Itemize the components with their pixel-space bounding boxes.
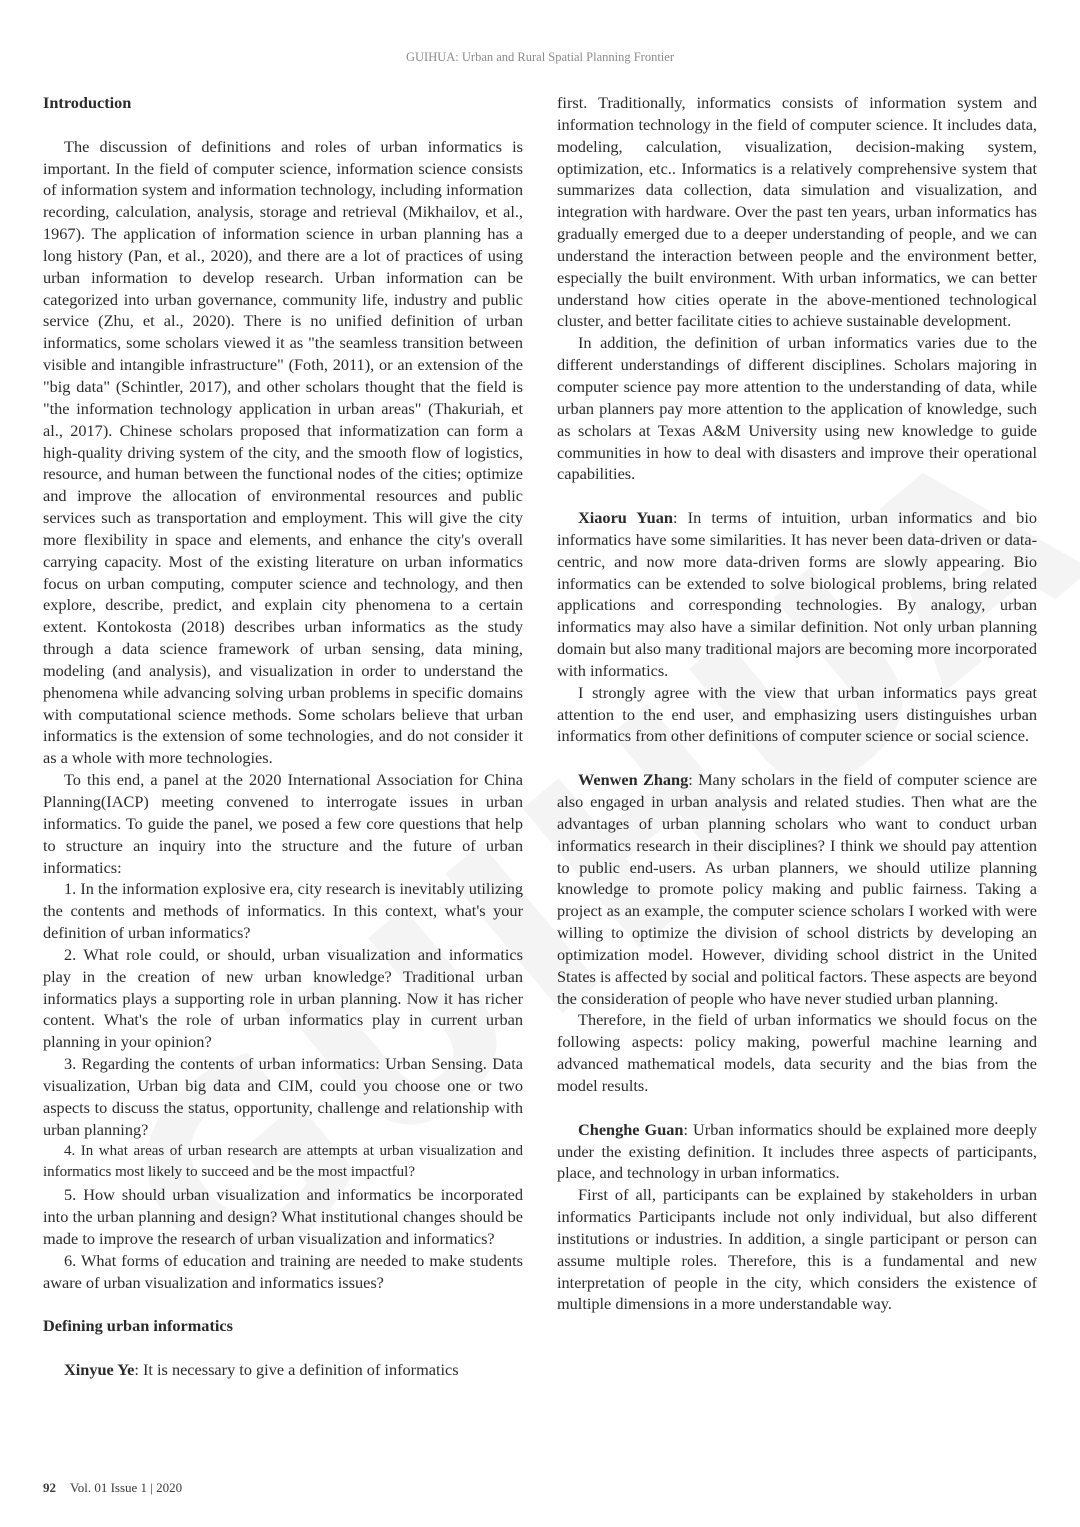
zhang-text: : Many scholars in the field of computer science are also engaged in urban analysis and related studies. Then what are the advantages of urban planning scholars who want to conduct urban informatics research in their disciplines? I think we should pay attention to public end-users. As urban planners, we should utilize planning knowledge to promote policy making and public fairness. Taking a project as an example, the computer science scholars I worked with were willing to optimize the division of school districts by developing an optimization model. However, dividing school district in the United States is affected by social and political factors. These aspects are beyond the consideration of people who have never studied urban planning. [557, 770, 1037, 1008]
yuan-text: : In terms of intuition, urban informatics and bio informatics have some similarities. It has never been data-driven or data-centric, and now more data-driven forms are slowly appearing. Bio informatics can be extended to solve biological problems, bring related applications and corresponding technologies. By analogy, urban informatics may also have a similar definition. Not only urban planning domain but also many traditional majors are becoming more incorporated with informatics. [557, 508, 1037, 680]
question-3: 3. Regarding the contents of urban informatics: Urban Sensing. Data visualization, Urban big data and CIM, could you choose one or two aspects to discuss the status, opportunity, challenge and relationship with urban planning? [43, 1054, 523, 1139]
ye-paragraph-continued: first. Traditionally, informatics consists of information system and information technology in the field of computer science. It includes data, modeling, calculation, visualization, decision-making system, optimization, etc.. Informatics is a relatively comprehensive system that summarizes data collection, data simulation and visualization, and integration with hardware. Over the past ten years, urban informatics has gradually emerged due to a deeper understanding of people, and we can understand the interaction between people and the environment better, especially the built environment. With urban informatics, we can better understand how cities operate in the above-mentioned technological cluster, and better facilitate cities to achieve sustainable development. [557, 93, 1037, 331]
ye-text: : It is necessary to give a definition of informatics [134, 1359, 459, 1379]
zhang-paragraph-1 [557, 769, 1037, 1009]
question-2: 2. What role could, or should, urban visualization and informatics play in the creation of new urban knowledge? Traditional urban informatics plays a supporting role in urban planning. Now it has richer content. What's the role of urban informatics play in current urban planning in your opinion? [43, 944, 523, 1052]
running-head: GUIHUA: Urban and Rural Spatial Planning Frontier [405, 50, 674, 64]
left-column [43, 92, 523, 1381]
yuan-paragraph-2: I strongly agree with the view that urban informatics pays great attention to the end user, and emphasizing users distinguishes urban informatics from other definitions of computer science or social science. [557, 682, 1037, 746]
intro-paragraph-1: The discussion of definitions and roles of urban informatics is important. In the field of computer science, information science consists of information system and information technology, including information recording, calculation, analysis, storage and retrieval (Mikhailov, et al., 1967). The application of information science in urban planning has a long history (Pan, et al., 2020), and there are a lot of practices of using urban information to develop research. Urban information can be categorized into urban governance, community life, industry and public service (Zhu, et al., 2020). There is no unified definition of urban informatics, some scholars viewed it as "the seamless transition between visible and intangible infrastructure" (Foth, 2011), or an extension of the "big data" (Schintler, 2017), and other scholars thought that the field is "the information technology application in urban areas" (Thakuriah, et al., 2017). Chinese scholars proposed that informatization can form a high-quality driving system of the city, and the smooth flow of logistics, resource, and human between the functional nodes of the cities; optimize and improve the allocation of environmental resources and public services such as transportation and employment. This will give the city more flexibility in space and elements, and enhance the city's overall carrying capacity. Most of the existing literature on urban informatics focus on urban computing, computer science and technology, and then explore, describe, predict, and explain city phenomena to a certain extent. Kontokosta (2018) describes urban informatics as the study through a data science framework of urban sensing, data mining, modeling (and analysis), and visualization in order to understand the phenomena while advancing solving urban problems in specific domains with computational science methods. Some scholars believe that urban informatics is the extension of some technologies, and do not consider it as a whole with more technologies. [43, 136, 523, 768]
question-1: 1. In the information explosive era, city research is inevitably utilizing the contents and methods of informatics. In this context, what's your definition of urban informatics? [43, 879, 523, 943]
intro-paragraph-2: To this end, a panel at the 2020 International Association for China Planning(IACP) meeting convened to interrogate issues in urban informatics. To guide the panel, we posed a few core questions that help to structure an inquiry into the structure and the future of urban informatics: [43, 770, 523, 877]
guan-paragraph-1 [557, 1119, 1037, 1185]
speaker-name-ye: Xinyue Ye [64, 1359, 135, 1379]
right-column [557, 92, 1037, 1315]
question-4: 4. In what areas of urban research are attempts at urban visualization and informatics most likely to succeed and be the most impactful? [43, 1142, 523, 1181]
yuan-paragraph-1 [557, 507, 1037, 682]
issue-info: Vol. 01 Issue 1 | 2020 [70, 1480, 183, 1495]
guan-text: : Urban informatics should be explained more deeply under the existing definition. It includes three aspects of participants, place, and technology in urban informatics. [557, 1119, 1037, 1183]
ye-paragraph-2: In addition, the definition of urban informatics varies due to the different understandings of different disciplines. Scholars majoring in computer science pay more attention to the understanding of data, while urban planners pay more attention to the application of knowledge, such as scholars at Texas A&M University using new knowledge to guide communities in how to deal with disasters and improve their operational capabilities. [557, 333, 1037, 484]
question-5: 5. How should urban visualization and informatics be incorporated into the urban planning and design? What institutional changes should be made to improve the research of urban visualization and informatics? [43, 1185, 523, 1248]
section-heading-defining: Defining urban informatics [43, 1316, 233, 1336]
speaker-name-guan: Chenghe Guan [578, 1119, 684, 1139]
page-footer [43, 1480, 182, 1496]
section-heading-introduction: Introduction [43, 93, 132, 112]
speaker-name-zhang: Wenwen Zhang [578, 770, 689, 790]
page-number: 92 [43, 1480, 56, 1495]
speaker-name-yuan: Xiaoru Yuan [578, 508, 673, 528]
question-6: 6. What forms of education and training are needed to make students aware of urban visualization and informatics issues? [43, 1250, 523, 1292]
guan-paragraph-2: First of all, participants can be explained by stakeholders in urban informatics Participants include not only individual, but also different institutions or industries. In addition, a single participant or person can assume multiple roles. Therefore, this is a fundamental and new interpretation of people in the city, which considers the existence of multiple dimensions in a more understandable way. [557, 1185, 1037, 1314]
zhang-paragraph-2: Therefore, in the field of urban informatics we should focus on the following aspects: policy making, powerful machine learning and advanced mathematical models, data security and the bias from the model results. [557, 1010, 1037, 1095]
ye-paragraph-start [43, 1359, 523, 1381]
